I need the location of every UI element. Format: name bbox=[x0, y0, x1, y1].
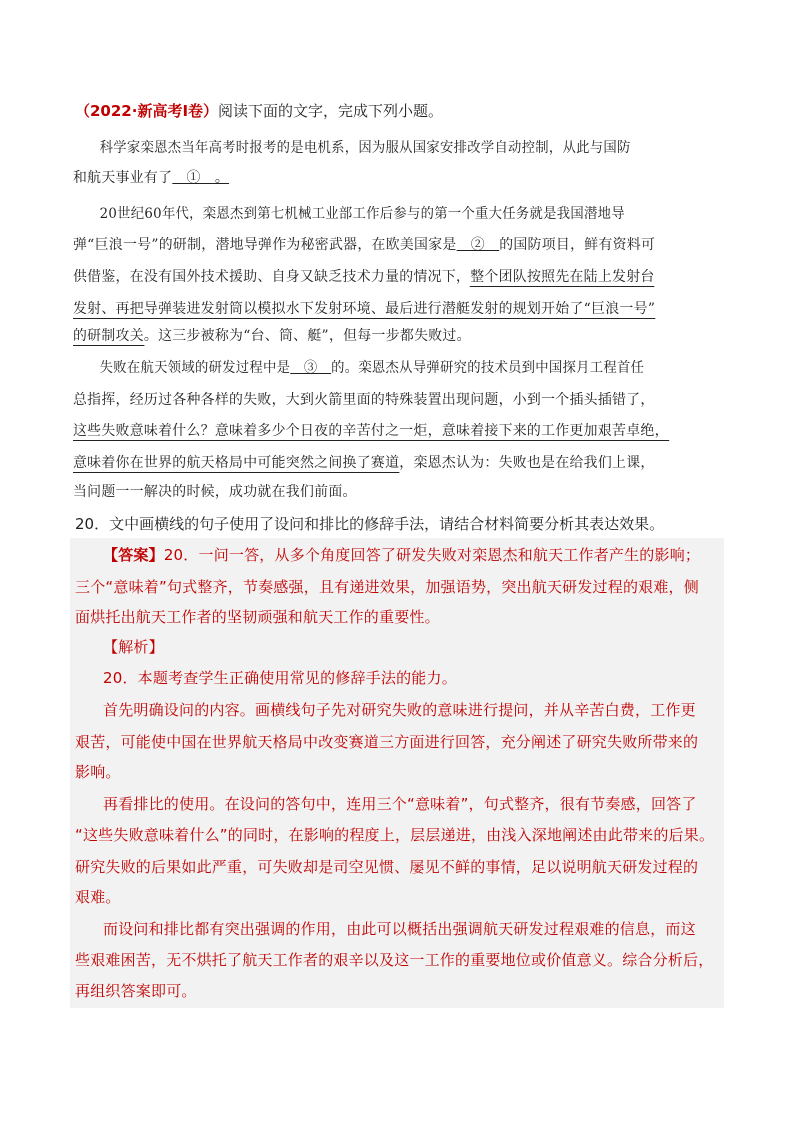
passage-line: 当问题一一解决的时候，成功就在我们前面。 bbox=[73, 484, 357, 500]
analysis-line: 影响。 bbox=[75, 763, 121, 781]
passage-line: 和航天事业有了 ① 。 bbox=[73, 170, 230, 186]
answer-line: 【答案】20．一问一答，从多个角度回答了研发失败对栾恩杰和航天工作者产生的影响； bbox=[103, 546, 701, 564]
blank-2: ② bbox=[456, 237, 500, 253]
underlined-sentence: 发射、再把导弹装进发射筒以模拟水下发射环境、最后进行潜艇发射的规划开始了“巨浪一号” bbox=[73, 301, 656, 317]
analysis-line: 研究失败的后果如此严重，可失败却是司空见惯、屡见不鲜的事情，足以说明航天研发过程的 bbox=[75, 858, 699, 876]
underlined-sentence: 的研制攻关 bbox=[73, 328, 144, 344]
passage-line: 的研制攻关。这三步被称为“台、筒、艇”，但每一步都失败过。 bbox=[73, 328, 471, 344]
passage-line: 科学家栾恩杰当年高考时报考的是电机系，因为服从国家安排改学自动控制，从此与国防 bbox=[99, 140, 631, 156]
analysis-line: 艰难。 bbox=[75, 888, 121, 906]
underlined-sentence: 这些失败意味着什么？意味着多少个日夜的辛苦付之一炬，意味着接下来的工作更加艰苦卓绝， bbox=[73, 423, 669, 439]
underlined-sentence: 整个团队按照先在陆上发射台 bbox=[470, 269, 655, 285]
passage-line bbox=[73, 298, 728, 318]
passage-line: 总指挥，经历过各种各样的失败，大到火箭里面的特殊装置出现问题，小到一个插头插错了， bbox=[73, 392, 655, 408]
analysis-label: 【解析】 bbox=[103, 638, 164, 656]
analysis-line: 些艰难困苦，无不烘托了航天工作者的艰辛以及这一工作的重要地位或价值意义。综合分析后， bbox=[75, 951, 714, 969]
passage-line: 供借鉴，在没有国外技术援助、自身又缺乏技术力量的情况下，整个团队按照先在陆上发射台 bbox=[73, 269, 655, 285]
blank-1: ① 。 bbox=[172, 170, 230, 186]
answer-line: 面烘托出航天工作者的坚韧顽强和航天工作的重要性。 bbox=[75, 608, 440, 626]
passage-line: 20世纪60年代，栾恩杰到第七机械工业部工作后参与的第一个重大任务就是我国潜地导 bbox=[99, 206, 625, 222]
question-source bbox=[75, 100, 443, 122]
passage-line: 弹“巨浪一号”的研制，潜地导弹作为秘密武器，在欧美国家是 ② 的国防项目，鲜有资料可 bbox=[73, 237, 656, 253]
blank-3: ③ bbox=[290, 360, 332, 376]
question-20: 20．文中画横线的句子使用了设问和排比的修辞手法，请结合材料简要分析其表达效果。 bbox=[75, 515, 665, 533]
answer-label: 【答案】 bbox=[103, 546, 164, 564]
analysis-line: 20．本题考查学生正确使用常见的修辞手法的能力。 bbox=[103, 669, 457, 687]
source-tag: （2022·新高考Ⅰ卷） bbox=[75, 102, 219, 120]
analysis-line: 再组织答案即可。 bbox=[75, 982, 197, 1000]
analysis-line: 首先明确设问的内容。画横线句子先对研究失败的意味进行提问，并从辛苦白费，工作更 bbox=[103, 701, 696, 719]
instruction-text: 阅读下面的文字，完成下列小题。 bbox=[218, 102, 444, 120]
underlined-sentence: 意味着你在世界的航天格局中可能突然之间换了赛道 bbox=[73, 455, 400, 471]
analysis-line: 艰苦，可能使中国在世界航天格局中改变赛道三方面进行回答，充分阐述了研究失败所带来的 bbox=[75, 733, 699, 751]
passage-line: 意味着你在世界的航天格局中可能突然之间换了赛道，栾恩杰认为：失败也是在给我们上课， bbox=[73, 455, 655, 471]
analysis-line: 再看排比的使用。在设问的答句中，连用三个“意味着”，句式整齐，很有节奏感，回答了 bbox=[103, 795, 697, 813]
answer-line: 三个“意味着”句式整齐，节奏感强，且有递进效果，加强语势，突出航天研发过程的艰难，侧 bbox=[75, 578, 699, 596]
passage-line: 失败在航天领域的研发过程中是 ③ 的。栾恩杰从导弹研究的技术员到中国探月工程首任 bbox=[99, 360, 645, 376]
passage-line bbox=[73, 420, 728, 440]
analysis-line: “这些失败意味着什么”的同时，在影响的程度上，层层递进，由浅入深地阐述由此带来的后果。 bbox=[75, 826, 715, 844]
analysis-line: 而设问和排比都有突出强调的作用，由此可以概括出强调航天研发过程艰难的信息，而这 bbox=[103, 920, 696, 938]
